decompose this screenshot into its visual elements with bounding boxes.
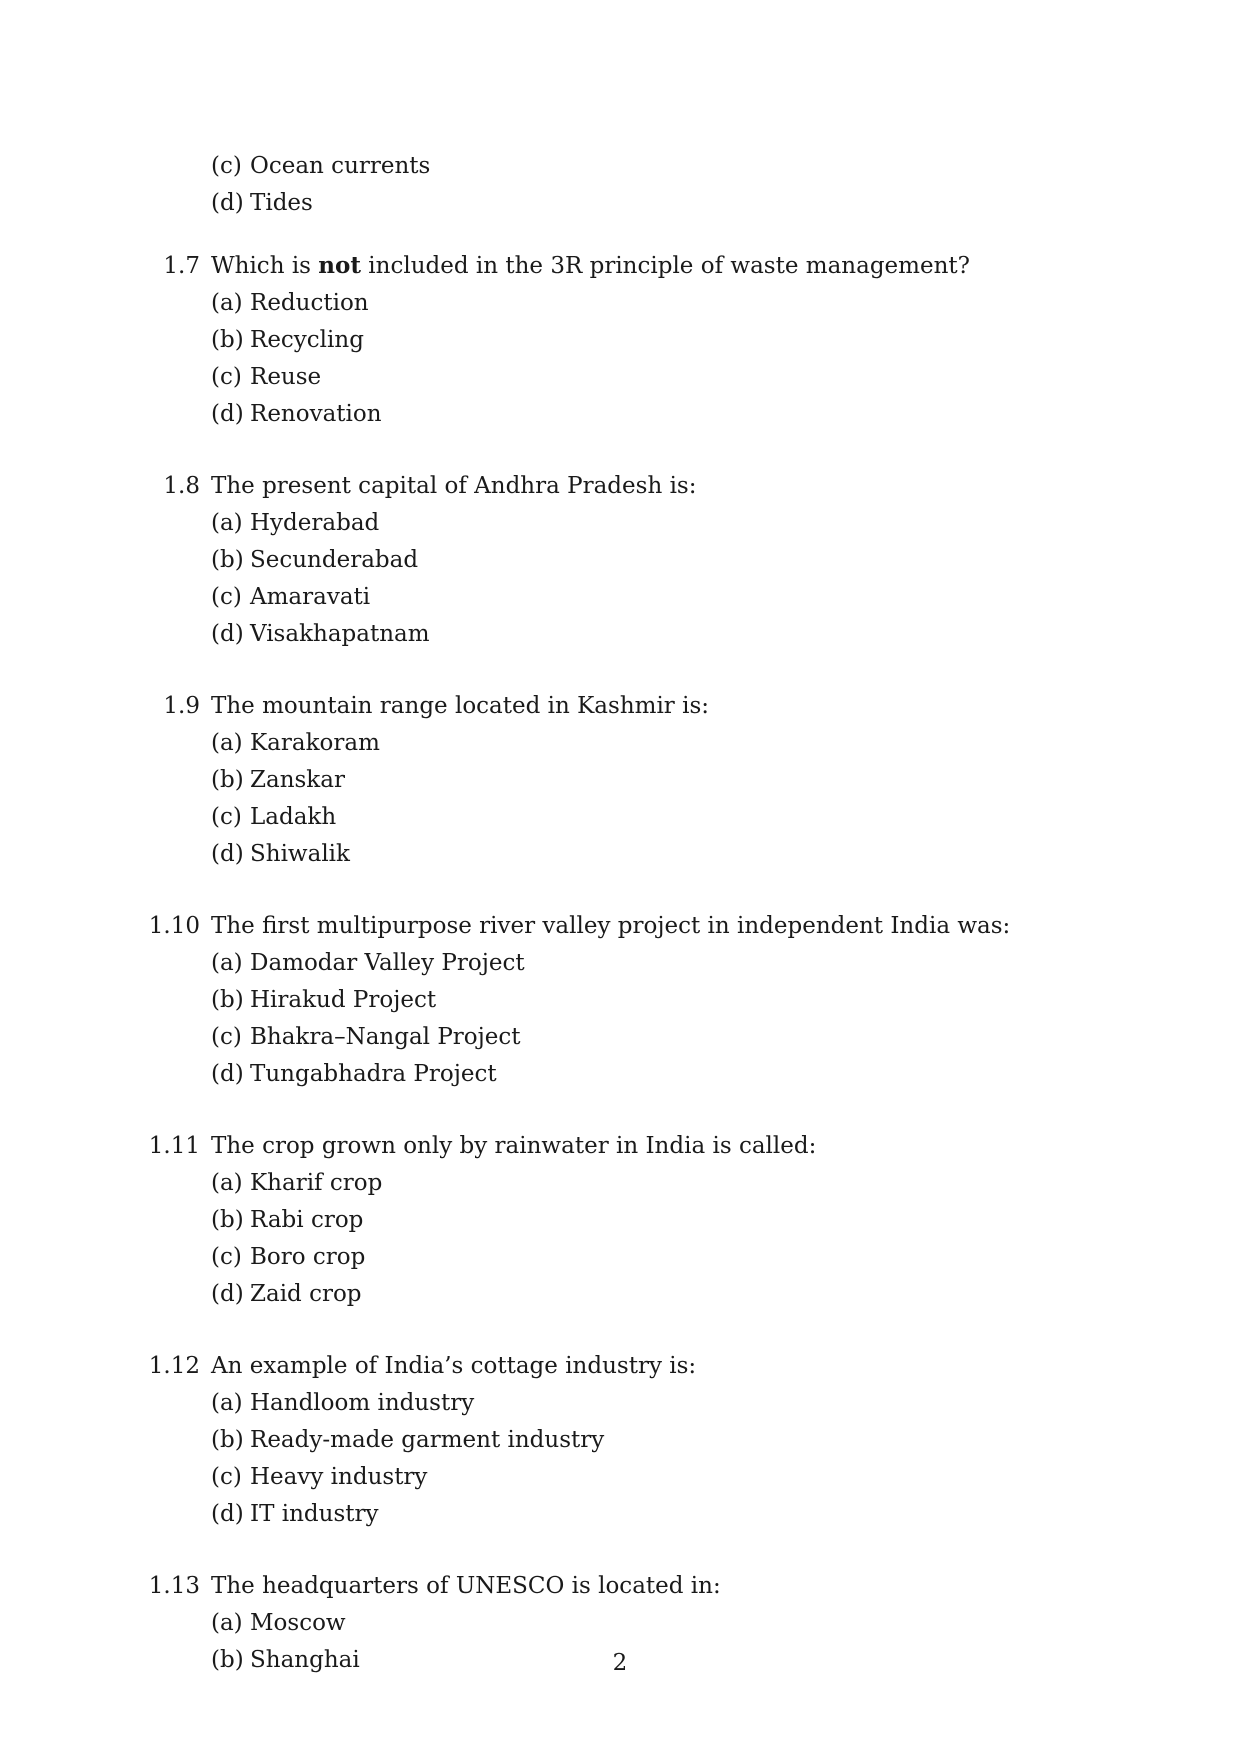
option-text: Rabi crop — [250, 1207, 364, 1233]
option-text: Tides — [250, 190, 313, 216]
option-text: Damodar Valley Project — [250, 950, 525, 976]
option-item — [0, 616, 1240, 653]
option-item — [0, 185, 1240, 222]
question-text — [211, 247, 970, 285]
option-text: Amaravati — [250, 584, 371, 610]
option-text: Moscow — [250, 1610, 346, 1636]
option-label: (d) — [211, 841, 244, 867]
option-label: (c) — [211, 1024, 242, 1050]
page-number: 2 — [612, 1650, 628, 1676]
option-label: (a) — [211, 290, 243, 316]
continued-options — [0, 148, 1240, 222]
option-item — [0, 1056, 1240, 1093]
question-1-11 — [0, 1127, 1240, 1313]
option-item — [0, 725, 1240, 762]
option-item — [0, 359, 1240, 396]
option-label: (d) — [211, 401, 244, 427]
option-item — [0, 1239, 1240, 1276]
option-label: (b) — [211, 987, 244, 1013]
option-label: (b) — [211, 327, 244, 353]
question-1-9 — [0, 687, 1240, 873]
option-text: Secunderabad — [250, 547, 419, 573]
option-label: (b) — [211, 1647, 244, 1673]
question-text-emphasis: not — [318, 252, 361, 279]
question-number: 1.11 — [148, 1133, 200, 1159]
option-text: Handloom industry — [250, 1390, 475, 1416]
option-text: Recycling — [250, 327, 364, 353]
option-text: Hyderabad — [250, 510, 380, 536]
option-item — [0, 1422, 1240, 1459]
question-text: The headquarters of UNESCO is located in: — [211, 1573, 721, 1599]
question-number: 1.7 — [163, 253, 200, 279]
option-text: Bhakra–Nangal Project — [250, 1024, 521, 1050]
question-line — [0, 687, 1240, 725]
option-label: (d) — [211, 1281, 244, 1307]
option-item — [0, 285, 1240, 322]
question-number: 1.12 — [148, 1353, 200, 1379]
option-text: Zaid crop — [250, 1281, 362, 1307]
question-number: 1.13 — [148, 1573, 200, 1599]
option-item — [0, 579, 1240, 616]
option-label: (c) — [211, 364, 242, 390]
question-text-before: Which is — [211, 253, 319, 279]
option-label: (a) — [211, 1390, 243, 1416]
option-item — [0, 1165, 1240, 1202]
option-text: Shanghai — [250, 1647, 360, 1673]
option-label: (b) — [211, 547, 244, 573]
option-item — [0, 982, 1240, 1019]
option-item — [0, 1496, 1240, 1533]
option-item — [0, 1459, 1240, 1496]
question-text: The present capital of Andhra Pradesh is: — [211, 473, 697, 499]
question-line — [0, 1347, 1240, 1385]
option-item — [0, 1276, 1240, 1313]
question-number: 1.8 — [163, 473, 200, 499]
question-line — [0, 247, 1240, 285]
option-text: Ready-made garment industry — [250, 1427, 605, 1453]
option-label: (c) — [211, 1244, 242, 1270]
option-label: (d) — [211, 1501, 244, 1527]
question-number: 1.9 — [163, 693, 200, 719]
option-text: Shiwalik — [250, 841, 350, 867]
question-line — [0, 1567, 1240, 1605]
question-list — [0, 247, 1240, 1713]
option-item — [0, 1605, 1240, 1642]
option-text: Heavy industry — [250, 1464, 428, 1490]
option-item — [0, 148, 1240, 185]
question-1-10 — [0, 907, 1240, 1093]
option-item — [0, 396, 1240, 433]
option-label: (d) — [211, 190, 244, 216]
option-item — [0, 836, 1240, 873]
option-label: (a) — [211, 1610, 243, 1636]
option-label: (b) — [211, 767, 244, 793]
question-text: The first multipurpose river valley project in independent India was: — [211, 913, 1011, 939]
question-text: The crop grown only by rainwater in India is called: — [211, 1133, 817, 1159]
option-item — [0, 762, 1240, 799]
option-text: IT industry — [250, 1501, 379, 1527]
question-line — [0, 467, 1240, 505]
option-label: (c) — [211, 804, 242, 830]
question-text: An example of India’s cottage industry is: — [211, 1353, 697, 1379]
question-1-8 — [0, 467, 1240, 653]
question-text: The mountain range located in Kashmir is: — [211, 693, 710, 719]
option-text: Renovation — [250, 401, 382, 427]
question-number: 1.10 — [148, 913, 200, 939]
option-item — [0, 1202, 1240, 1239]
option-item — [0, 322, 1240, 359]
option-text: Zanskar — [250, 767, 345, 793]
option-text: Ocean currents — [250, 153, 431, 179]
option-text: Kharif crop — [250, 1170, 383, 1196]
option-text: Boro crop — [250, 1244, 366, 1270]
option-text: Reduction — [250, 290, 369, 316]
option-text: Karakoram — [250, 730, 380, 756]
option-label: (a) — [211, 1170, 243, 1196]
option-item — [0, 1019, 1240, 1056]
option-text: Tungabhadra Project — [250, 1061, 497, 1087]
question-line — [0, 907, 1240, 945]
option-item — [0, 1385, 1240, 1422]
question-1-12 — [0, 1347, 1240, 1533]
option-label: (b) — [211, 1427, 244, 1453]
question-1-7 — [0, 247, 1240, 433]
option-text: Hirakud Project — [250, 987, 437, 1013]
option-label: (b) — [211, 1207, 244, 1233]
option-item — [0, 505, 1240, 542]
option-label: (d) — [211, 621, 244, 647]
option-item — [0, 799, 1240, 836]
option-label: (c) — [211, 1464, 242, 1490]
option-label: (a) — [211, 950, 243, 976]
option-text: Visakhapatnam — [250, 621, 430, 647]
option-label: (c) — [211, 153, 242, 179]
option-text: Ladakh — [250, 804, 337, 830]
option-item — [0, 945, 1240, 982]
option-item — [0, 542, 1240, 579]
option-label: (d) — [211, 1061, 244, 1087]
option-label: (a) — [211, 510, 243, 536]
option-text: Reuse — [250, 364, 322, 390]
question-line — [0, 1127, 1240, 1165]
question-text-after: included in the 3R principle of waste management? — [360, 253, 970, 279]
option-label: (c) — [211, 584, 242, 610]
option-label: (a) — [211, 730, 243, 756]
